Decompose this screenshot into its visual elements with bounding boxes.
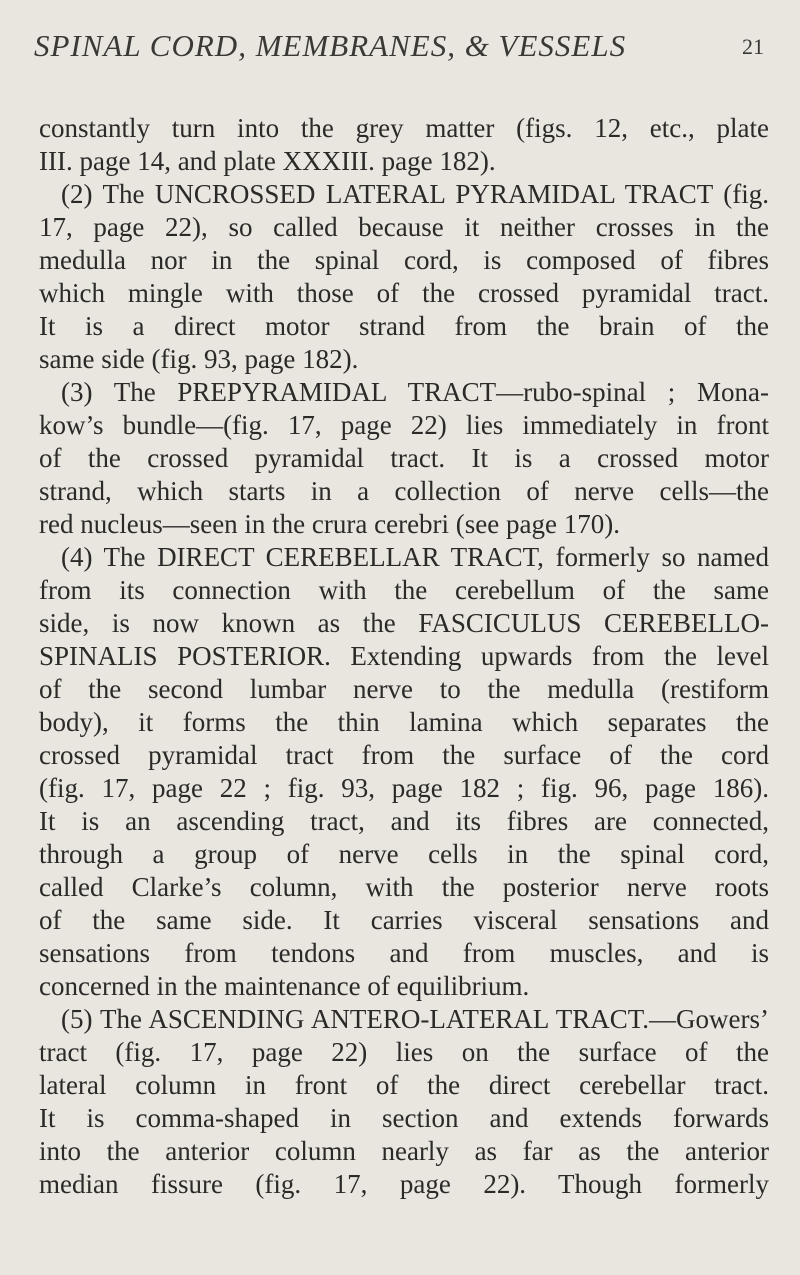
text-line: (fig. 17, page 22 ; fig. 93, page 182 ; fig. 96, page 186). — [39, 773, 769, 803]
text-line: same side (fig. 93, page 182). — [39, 344, 359, 374]
text-line: body), it forms the thin lamina which separates the — [39, 707, 769, 737]
text-line: strand, which starts in a collection of nerve cells—the — [39, 476, 769, 506]
text-line: sensations from tendons and from muscles, and is — [39, 938, 769, 968]
text-line: of the crossed pyramidal tract. It is a crossed motor — [39, 443, 769, 473]
text-line: (5) The ASCENDING ANTERO-LATERAL TRACT.—Gowers’ — [61, 1004, 769, 1034]
text-line: SPINALIS POSTERIOR. Extending upwards from the level — [39, 641, 769, 671]
text-line: side, is now known as the FASCICULUS CEREBELLO- — [39, 608, 769, 638]
text-line: tract (fig. 17, page 22) lies on the surface of the — [39, 1037, 769, 1067]
text-line: median fissure (fig. 17, page 22). Though formerly — [39, 1169, 769, 1199]
text-line: called Clarke’s column, with the posterior nerve roots — [39, 872, 769, 902]
text-line: of the second lumbar nerve to the medulla (restiform — [39, 674, 769, 704]
text-line: It is an ascending tract, and its fibres are connected, — [39, 806, 769, 836]
text-line: lateral column in front of the direct cerebellar tract. — [39, 1070, 769, 1100]
text-line: kow’s bundle—(fig. 17, page 22) lies immediately in front — [39, 410, 769, 440]
text-line: III. page 14, and plate XXXIII. page 182). — [39, 146, 496, 176]
text-line: into the anterior column nearly as far as the anterior — [39, 1136, 769, 1166]
text-line: of the same side. It carries visceral sensations and — [39, 905, 769, 935]
text-line: It is a direct motor strand from the brain of the — [39, 311, 769, 341]
text-line: crossed pyramidal tract from the surface of the cord — [39, 740, 769, 770]
text-line: It is comma-shaped in section and extends forwards — [39, 1103, 769, 1133]
running-head: SPINAL CORD, MEMBRANES, & VESSELS — [34, 28, 627, 63]
text-line: through a group of nerve cells in the spinal cord, — [39, 839, 769, 869]
text-line: 17, page 22), so called because it neither crosses in the — [39, 212, 769, 242]
text-line: from its connection with the cerebellum of the same — [39, 575, 769, 605]
text-line: medulla nor in the spinal cord, is composed of fibres — [39, 245, 769, 275]
text-line: (3) The PREPYRAMIDAL TRACT—rubo-spinal ; Mona- — [61, 377, 769, 407]
text-line: (4) The DIRECT CEREBELLAR TRACT, formerly so named — [61, 542, 769, 572]
text-line: constantly turn into the grey matter (figs. 12, etc., plate — [39, 113, 769, 143]
page-number: 21 — [742, 34, 764, 59]
text-line: red nucleus—seen in the crura cerebri (see page 170). — [39, 509, 620, 539]
body-text — [39, 112, 769, 1201]
text-line: which mingle with those of the crossed pyramidal tract. — [39, 278, 769, 308]
text-line: concerned in the maintenance of equilibrium. — [39, 971, 530, 1001]
text-line: (2) The UNCROSSED LATERAL PYRAMIDAL TRACT (fig. — [61, 179, 769, 209]
